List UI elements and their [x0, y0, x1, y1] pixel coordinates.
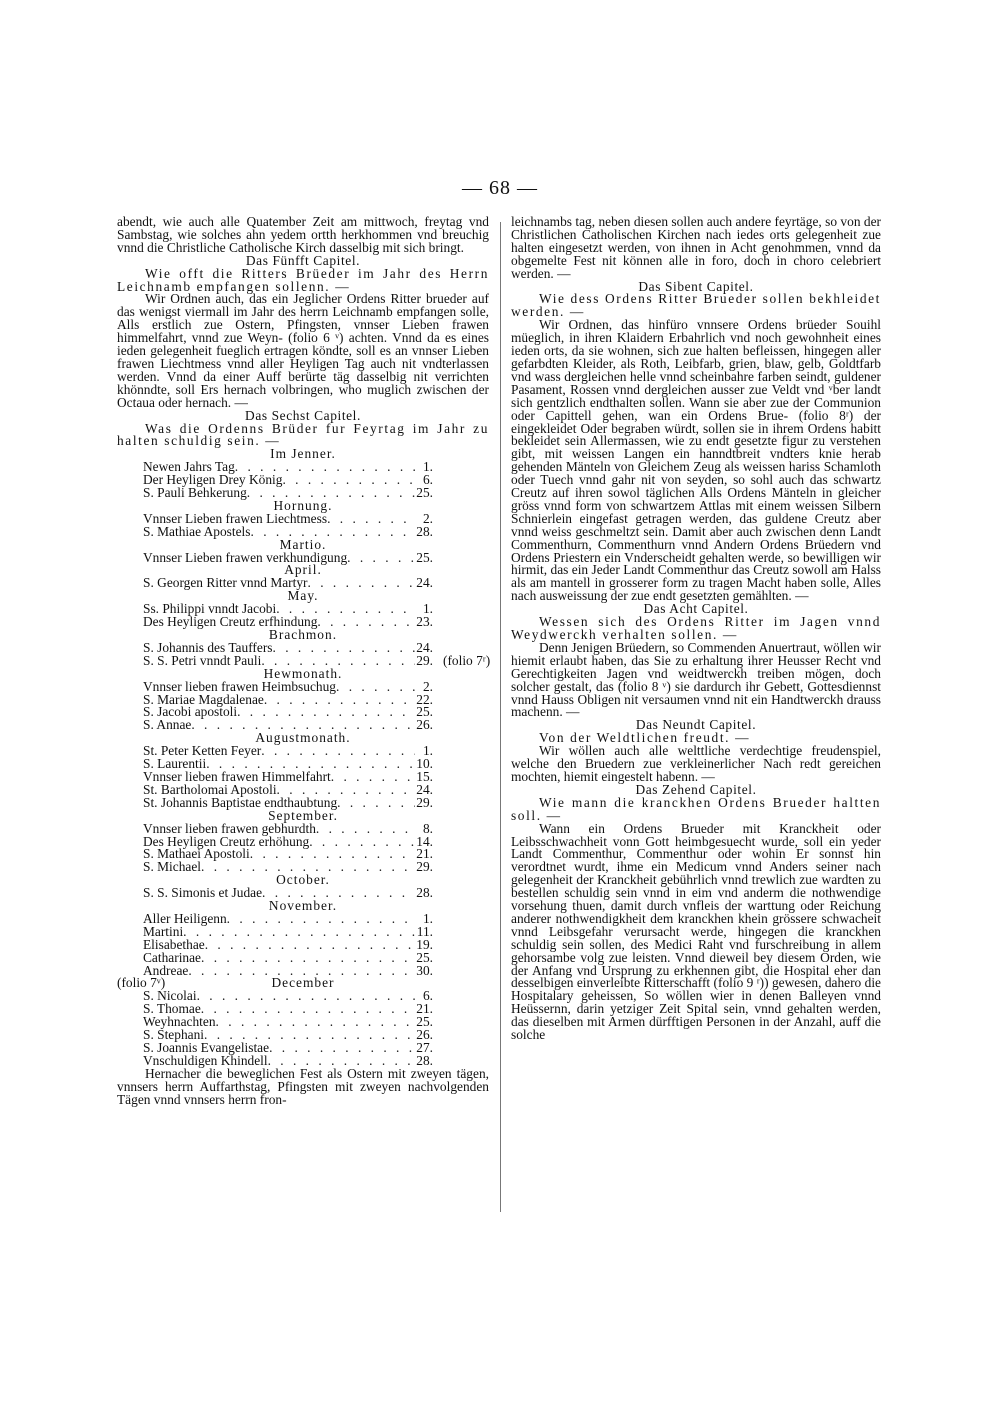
feast-day: 28. [416, 523, 433, 539]
feast-day: 28. [416, 885, 433, 901]
feast-day: 25. [416, 949, 433, 965]
feast-entry [117, 577, 433, 590]
dot-leader [201, 861, 415, 874]
paragraph: Wir Ordnen, das hinfüro vnnsere Ordens brüeder Souihl müeglich, in ihren Klaidern Erbahrlich vnd noch gewohnheit eines ieden orts, da sie wohnen, sich zue halten befleissen, hingegen aller gefarbdten Kleider, als Roth, Leibfarb, grien, blaw, gelb, Goldtfarb vnd wass dergleichen helle vnnd scheinbahre farben seindt, guldener Pasament, Rossen vnnd dergleichen ausser zue Veldt vnd ᵛber landt sich gentzlich endthalten sollen. Wann sie aber zue der Communion oder Capittell gehen, wan ein Ordens Brue- (folio 8ʳ) der eingekleidet Oder begraben würdt, sollen sie in ihrem Ordens habitt bekleidet sein Allermassen, wie zu endt gesetzte figur zu verstehen gibt, mit weissen Langen ein hanndtbreit vndters knie herab gehenden Mänteln von Gleichem Zeug als weissen hariss Schamloth oder Tuech vnnd gahr nit von seyden, so sohl auch das schwartz Creutz auf ihren sowol täglichen Alls Ordens Mänteln in gleicher gröss vnnd form von schwartzem Attlas mit einem weissen Silbern Schnierlein eingefast getragen werden, das guldene Creutz aber vnnd weiss geschmeltzt sein. Damit aber auch zwischen denn Landt Commenthurn, Commenthurn vnnd Andern Ordens Brüedern vnd Ordens Priestern ein Vnderscheidt gehalten werde, so bewilligen wir hirmit, das ein Jeder Landt Commenthur das Creutz sowoll am Halss als am mantell in grosserer form zu tragen Macht haben solle, Alles nach ausweissung der zue endt gesetzten gemählten. — [511, 317, 881, 604]
feast-entry [117, 523, 433, 539]
feast-entry [117, 616, 433, 629]
dot-leader [247, 487, 415, 500]
dot-leader [268, 1055, 415, 1068]
feast-name: St. Bartholomai Apostoli [143, 781, 277, 797]
feast-name: Ss. Philippi vnndt Jacobi [143, 601, 277, 617]
chapter-title: Was die Ordenns Brüder fur Feyrtag im Jahr zu halten schuldig sein. — [117, 420, 489, 449]
dot-leader [216, 1016, 415, 1029]
feast-name: S. S. Simonis et Judae [143, 885, 263, 901]
feast-name: S. Mathiae Apostels [143, 523, 251, 539]
month-name: Martio. [279, 536, 327, 552]
dot-leader [331, 771, 415, 784]
dot-leader [205, 939, 415, 952]
chapter-heading: Das Sibent Capitel. [638, 278, 754, 294]
feast-day: 6. [422, 988, 433, 1004]
paragraph: Denn Jenigen Brüedern, so Commenden Anuertraut, wöllen wir hiemit erlaubt haben, das Sie zu erhaltung ihrer Heusser Recht vnd Gerechtigkeiten Jagen vnd weidtwerckh treiben mögen, doch solcher gestalt, das (folio 8 ᵛ) sie dardurch ihr Gebett, Gottesdiennst vnnd Hauss Obligen nit versaumen vnnd nit ein Handtwerckh drauss machenn. — [511, 639, 881, 720]
feast-name: Vnnser lieben frawen Heimbsuchug [143, 678, 336, 694]
paragraph: Wir wöllen auch alle welttliche verdechtige freudenspiel, welche den Bruedern zue verkleinerlicher Nach redt gereichen mochten, hiemit eingestelt habenn. — [511, 743, 881, 784]
feast-day: 29. [416, 859, 433, 875]
feast-name: S. S. Petri vnndt Pauli [143, 652, 262, 668]
feast-calendar [117, 448, 489, 1068]
feast-entry [117, 487, 433, 500]
paragraph: leichnambs tag, neben diesen sollen auch andere feyrtäge, so von der Christlichen Catholischen Kirchen nach iedes orts gelegenheit zue halten eingesetzt werden, von ihnen in Acht genohmmen, vnnd da obgemelte Fest nit können alle in foro, doch in choro celebriert werden. — [511, 214, 881, 281]
chapter-heading: Das Fünfft Capitel. [245, 252, 361, 268]
feast-day: 1. [422, 601, 433, 617]
feast-name: S. Georgen Ritter vnnd Martyr [143, 575, 308, 591]
feast-name: Vnnser Lieben frawen verkhundigung [143, 549, 348, 565]
feast-name: S. Thomae [143, 1001, 201, 1017]
feast-name: Vnnser lieben frawen Himmelfahrt [143, 768, 331, 784]
feast-name: Aller Heiligenn [143, 910, 227, 926]
chapter-title: Wie offt die Ritters Brüeder im Jahr des Herrn Leichnamb empfangen sollenn. — [117, 265, 489, 294]
feast-day: 25. [416, 549, 433, 565]
dot-leader [197, 990, 415, 1003]
dot-leader [337, 797, 415, 810]
feast-day: 21. [416, 846, 433, 862]
feast-name: Catharinae [143, 949, 201, 965]
feast-day: 29. [416, 652, 433, 668]
chapter-heading: Das Zehend Capitel. [635, 781, 757, 797]
feast-name: S. Stephani [143, 1027, 205, 1043]
feast-name: Andreae [143, 962, 189, 978]
dot-leader [191, 719, 415, 732]
paragraph: Wann ein Ordens Brueder mit Kranckheit oder Leibsschwachheit vonn Gott heimbgesuecht wurde, soll ein yeder Landt Commenthur, Commenthur oder wohin Er sonnst hin verordtnet wurdt, ihme ein Medicum vnnd Anders seiner nach gelegenheit der Kranckheit gebührlich vnnd trewlich zue wardten zu bestellen schuldig sein vnnd in eim vnd anderm die nothwendige vorsehung thuen, damit durch vnfleis der warttung oder Reichung anderer nothwendigkheit dem kranckhen khein grössere schwacheit vnnd Leibsgefahr verursacht werde, hingegen die kranckhen schuldig sein sollen, des Medici Raht vnd furschreibung in allem gehorsambe volg zue leisten. Vnnd dieweil bey diesem Orden, wie der Anfang vnd Ursprung zu erkhennen gibt, die Hospital eher dan desselbigen einverleibte Ritterschafft (folio 9 ʳ)) gewesen, dahero die Hospitalary geheissen, So wöllen wier in denen Balleyen vnnd Heüssernn, darin yetziger Zeit Spital sein, vnnd gehalten werden, das dieselben mit Armen dürfftigen Personen in der Anzahl, auff die solche [511, 820, 881, 1043]
feast-day: 14. [416, 833, 433, 849]
month-name: November. [268, 898, 338, 914]
chapter-title: Wie mann die kranckhen Ordens Brueder haltten soll. — [511, 794, 881, 823]
chapter-heading: Das Acht Capitel. [643, 601, 749, 617]
feast-name: S. Johannis des Tauffers [143, 639, 273, 655]
dot-leader [250, 848, 415, 861]
feast-day: 11. [416, 923, 433, 939]
feast-day: 8. [422, 820, 433, 836]
feast-name: Weyhnachten [143, 1014, 216, 1030]
folio-note: (folio 7ʳ) [443, 652, 491, 668]
dot-leader [316, 823, 415, 836]
page-number: — 68 — [462, 177, 538, 199]
feast-entry [117, 794, 433, 810]
feast-name: Newen Jahrs Tag [143, 459, 235, 475]
feast-name: S. Annae [143, 717, 192, 733]
feast-entry [117, 887, 433, 900]
dot-leader [317, 616, 415, 629]
feast-name: S. Michael [143, 859, 202, 875]
dot-leader [269, 1042, 415, 1055]
feast-day: 15. [416, 768, 433, 784]
month-name: May. [287, 588, 319, 604]
dot-leader [309, 836, 415, 849]
dot-leader [261, 745, 415, 758]
feast-day: 30. [416, 962, 433, 978]
month-name: Hornung. [273, 497, 333, 513]
feast-name: S. Nicolai [143, 988, 197, 1004]
dot-leader [237, 706, 415, 719]
month-name: April. [284, 562, 322, 578]
dot-leader [336, 681, 415, 694]
feast-day: 19. [416, 936, 433, 952]
feast-day: 25. [416, 704, 433, 720]
feast-name: Elisabethae [143, 936, 205, 952]
dot-leader [183, 926, 415, 939]
dot-leader [327, 513, 415, 526]
month-name: October. [276, 872, 330, 888]
feast-day: 25. [416, 485, 433, 501]
feast-day: 1. [422, 910, 433, 926]
month-name: Augustmonath. [255, 730, 351, 746]
feast-entry [117, 1052, 433, 1068]
dot-leader [262, 887, 415, 900]
feast-day: 27. [416, 1040, 433, 1055]
feast-day: 10. [416, 756, 433, 772]
right-column [511, 216, 881, 1042]
dot-leader [264, 694, 415, 707]
feast-name: S. Pauli Behkerung [143, 485, 247, 501]
month-name: December [271, 975, 335, 991]
feast-entry [117, 652, 491, 668]
feast-name: Vnnser lieben frawen gebhurdth [143, 820, 316, 836]
chapter-title: Wessen sich des Ordens Ritter im Jagen vnnd Weydwerckh verhalten sollen. — [511, 614, 881, 642]
feast-entry [117, 861, 433, 874]
feast-entry [117, 549, 433, 565]
month-name: Brachmon. [268, 627, 338, 642]
feast-day: 21. [416, 1001, 433, 1017]
feast-name: Des Heyligen Creutz erhöhung [143, 833, 310, 849]
feast-day: 6. [422, 472, 433, 488]
month-name: September. [268, 807, 338, 823]
folio-note: (folio 7ᵛ) [117, 975, 166, 991]
feast-day: 1. [422, 743, 433, 759]
chapter-heading: Das Sechst Capitel. [245, 407, 361, 423]
feast-name: S. Mariae Magdalenae [143, 691, 264, 707]
feast-day: 23. [416, 614, 433, 630]
feast-day: 28. [416, 1052, 433, 1068]
feast-day: 29. [416, 794, 433, 810]
paragraph: abendt, wie auch alle Quatember Zeit am mittwoch, freytag vnd Sambstag, wie solches ahn yedem ortth herkhommen vnd breuchig vnnd die Christliche Catholische Kirch dasselbig mit sich bringt. [117, 214, 489, 255]
feast-day: 22. [416, 691, 433, 707]
feast-day: 24. [416, 781, 433, 797]
chapter-title: Von der Weldtlichen freudt. — [539, 730, 751, 746]
feast-name: S. Mathaei Apostoli [143, 846, 250, 862]
feast-day: 26. [416, 717, 433, 733]
dot-leader [347, 552, 415, 565]
feast-day: 2. [422, 678, 433, 694]
feast-name: Des Heyligen Creutz erfhindung [143, 614, 318, 630]
feast-day: 2. [422, 510, 433, 526]
feast-name: Der Heyligen Drey König [143, 472, 283, 488]
feast-name: S. Jacobi apostoli [143, 704, 238, 720]
feast-name: Martini [143, 923, 184, 939]
feast-day: 26. [416, 1027, 433, 1043]
feast-day: 1. [422, 459, 433, 475]
feast-name: Vnnser Lieben frawen Liechtmess [143, 510, 328, 526]
feast-day: 25. [416, 1014, 433, 1030]
dot-leader [261, 655, 415, 668]
month-name: Im Jenner. [270, 446, 336, 462]
feast-name: Vnschuldigen Khindell [143, 1052, 268, 1068]
paragraph: Wir Ordnen auch, das ein Jeglicher Ordens Ritter brueder auf das wenigst viermall im Jahr des herrn Leichnamb empfangen solle, Alls erstlich zue Ostern, Pfingsten, vnnser Lieben frawen himmelfahrt, vnnd zue Weyn- (folio 6 ᵛ) achten. Vnnd da es eines ieden gelegenheit fueglich ertragen köndte, soll es an vnnser Lieben frawen Liechtmess vnnd aller Heyligen Tag auch nit vndterlassen werden. Vnnd da einer Auff berürte täg dasselbig nit verrichten khönndte, soll Ers hernach volbringen, who muglich zwischen der Octaua oder hernach. — [117, 291, 489, 410]
dot-leader [282, 474, 415, 487]
dot-leader [251, 526, 416, 539]
feast-day: 24. [416, 575, 433, 591]
feast-name: S. Joannis Evangelistae [143, 1040, 270, 1055]
dot-leader [201, 1003, 415, 1016]
feast-name: St. Peter Ketten Feyer [143, 743, 262, 759]
left-column [117, 216, 489, 1107]
paragraph: Hernacher die beweglichen Fest als Ostern mit zweyen tägen, vnnsers herrn Auffarthstag, Pfingsten mit zweyen nachvolgenden Tägen vnnd vnnsers herrn fron- [117, 1065, 489, 1107]
feast-day: 24. [416, 639, 433, 655]
feast-name: St. Johannis Baptistae endthaubtung [143, 794, 338, 810]
dot-leader [273, 642, 416, 655]
month-name: Hewmonath. [263, 665, 343, 681]
dot-leader [201, 952, 415, 965]
chapter-title: Wie dess Ordens Ritter Brueder sollen bekhleidet werden. — [511, 291, 881, 320]
chapter-heading: Das Neundt Capitel. [635, 717, 757, 733]
feast-name: S. Laurentii [143, 756, 207, 772]
column-divider [500, 222, 501, 1212]
dot-leader [227, 913, 415, 926]
feast-entry [117, 719, 433, 732]
dot-leader [308, 577, 415, 590]
